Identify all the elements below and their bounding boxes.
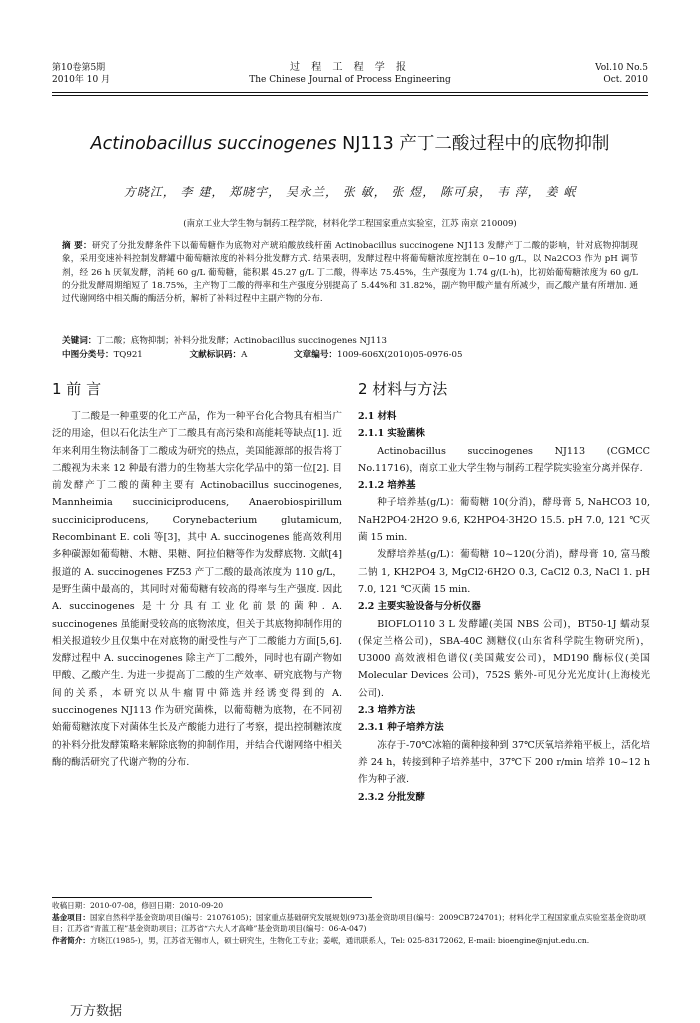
seed-medium-text: 种子培养基(g/L)：葡萄糖 10(分消)，酵母膏 5, NaHCO3 10, NaH2PO4·2H2O 9.6, K2HPO4·3H2O 15.5. pH 7.0, 121 ℃灭菌 15 min. <box>358 497 650 544</box>
paper-title <box>52 130 648 155</box>
equipment-text: BIOFLO110 3 L 发酵罐(美国 NBS 公司)，BT50-1J 蠕动泵(保定兰格公司)，SBA-40C 测糖仪(山东省科学院生物研究所)，U3000 高效液相色谱仪(美国戴安公司)，MD190 酶标仪(美国 Molecular Devices 公司)，752S 紫外-可见分光光度计(上海棱光公司). <box>358 618 650 699</box>
footnote-rule <box>52 897 372 898</box>
abstract-label: 摘 要： <box>62 241 92 251</box>
abstract-text: 研究了分批发酵条件下以葡萄糖作为底物对产琥珀酸放线杆菌 Actinobacillus succinogene NJ113 发酵产丁二酸的影响，针对底物抑制现象，采用变速补料控制发酵罐中葡萄糖浓度的补料分批发酵方式. 结果表明，发酵过程中将葡萄糖浓度控制在 0~10 g/L，以 Na2CO3 作为 pH 调节剂，经 26 h 厌氧发酵，消耗 60 g/L 葡萄糖，能积累 45.27 g/L 丁二酸，得率达 75.45%，生产强度为 1.74 g/(L·h)，比初始葡萄糖浓度为 60 g/L 的分批发酵周期缩短了 18.75%，主产物丁二酸的得率和生产强度分别提高了 5.44%和 31.82%，副产物甲酸产量有所减少，而乙酸产量有所增加. 通过代谢网络中相关酶的酶活分析，解析了补料过程中主副产物的分布. <box>62 241 638 305</box>
fund-text: 国家自然科学基金资助项目(编号：21076105)；国家重点基础研究发展规划(973)基金资助项目(编号：2009CB724701)；材料化学工程国家重点实验室基金资助项目；江苏省“青蓝工程”基金资助项目；江苏省“六大人才高峰”基金资助项目(编号：06-A-047) <box>52 912 646 933</box>
author-info-label: 作者简介： <box>52 935 90 945</box>
footnote-received: 收稿日期：2010-07-08，修回日期：2010-09-20 <box>52 901 224 910</box>
right-column <box>358 408 650 806</box>
section-2-heading: 2 材料与方法 <box>358 380 448 398</box>
header-rule-thin <box>52 95 648 96</box>
abstract <box>62 240 638 306</box>
author-info-text: 方晓江(1985-)，男，江苏省无锡市人，硕士研究生，生物化工专业；姜岷，通讯联系人，Tel: 025-83172062, E-mail: bioengine@njut.edu.cn. <box>89 935 590 945</box>
keywords-text: 丁二酸；底物抑制；补料分批发酵；Actinobacillus succinogenes NJ113 <box>96 336 387 346</box>
title-rest: NJ113 产丁二酸过程中的底物抑制 <box>336 134 610 154</box>
subsection-2-3-1: 2.3.1 种子培养方法 <box>358 722 444 734</box>
section-1-heading: 1 前 言 <box>52 380 102 398</box>
affiliation: (南京工业大学生物与制药工程学院，材料化学工程国家重点实验室，江苏 南京 210009) <box>183 219 517 229</box>
doc-code-value: A <box>241 350 248 360</box>
keywords-label: 关键词： <box>62 336 97 346</box>
keywords <box>62 335 638 348</box>
subsection-2-2: 2.2 主要实验设备与分析仪器 <box>358 601 481 613</box>
clc-value: TQ921 <box>113 350 143 360</box>
footnote-author <box>52 935 648 947</box>
volume-en: Vol.10 No.5 <box>595 63 648 73</box>
article-number-label: 文章编号： <box>294 350 338 360</box>
journal-header <box>52 62 648 96</box>
header-center <box>52 62 648 86</box>
header-right <box>595 62 648 86</box>
subsection-2-1-1: 2.1.1 实验菌株 <box>358 428 425 440</box>
journal-title-cn: 过 程 工 程 学 报 <box>290 62 410 73</box>
footnote-fund <box>52 912 648 935</box>
seed-method-text: 冻存于-70℃冰箱的菌种接种到 37℃厌氧培养箱平板上，活化培养 24 h，转接到种子培养基中，37℃下 200 r/min 培养 10~12 h 作为种子液. <box>358 739 651 786</box>
volume-cn: 第10卷第5期 <box>52 63 106 73</box>
header-rule-thick <box>52 92 648 93</box>
footnote <box>52 900 648 946</box>
journal-title-en: The Chinese Journal of Process Engineering <box>249 75 451 85</box>
intro-paragraph: 丁二酸是一种重要的化工产品，作为一种平台化合物具有相当广泛的用途，但以石化法生产丁二酸具有高污染和高能耗等缺点[1]. 近年来利用生物法制备丁二酸成为研究的热点，美国能源部的报告将丁二酸视为未来 12 种最有潜力的生物基大宗化学品中的第一位[2]. 目前发酵产丁二酸的菌种主要有 Actinobacillus succinogenes, Mannheimia succiniciproducens, Anaerobiospirillum succiniciproducens, Corynebacterium glutamicum, Recombinant E. coli 等[3]，其中 A. succinogenes 能高效利用多种碳源如葡萄糖、木糖、果糖、阿拉伯糖等作为发酵底物. 文献[4]报道的 A. succinogenes FZ53 产丁二酸的最高浓度为 110 g/L，是野生菌中最高的，其同时对葡萄糖有较高的得率与生产强度. 因此 A. succinogenes 是十分具有工业化前景的菌种. A. succinogenes 虽能耐受较高的底物浓度，但关于其底物抑制作用的相关报道较少且仅集中在对底物的耐受性与产丁二酸能力方面[5,6]. 发酵过程中 A. succinogenes 除主产丁二酸外，同时也有副产物如甲酸、乙酸产生. 为进一步提高丁二酸的生产效率、研究底物与产物间的关系，本研究以从牛瘤胃中筛选并经诱变得到的 A. succinogenes NJ113 作为研究菌株，以葡萄糖为底物，在不同初始葡萄糖浓度下对菌体生长及产酸能力进行了考察，提出控制糖浓度的补料分批发酵策略来解除底物的抑制作用，并结合代谢网络中相关酶的酶活研究了代谢产物的分布. <box>52 411 342 768</box>
left-column <box>52 408 342 771</box>
ferm-medium-text: 发酵培养基(g/L)：葡萄糖 10~120(分消)，酵母膏 10, 富马酸二钠 1, KH2PO4 3, MgCl2·6H2O 0.3, CaCl2 0.3, NaCl 1. pH 7.0, 121 ℃灭菌 15 min. <box>358 549 650 595</box>
clc-label: 中图分类号： <box>62 350 114 360</box>
subsection-2-1: 2.1 材料 <box>358 411 397 422</box>
article-number-value: 1009-606X(2010)05-0976-05 <box>337 350 463 360</box>
classification-line <box>62 349 506 362</box>
date-en: Oct. 2010 <box>603 75 648 85</box>
watermark-text: 万方数据 <box>70 1004 123 1019</box>
strain-text: Actinobacillus succinogenes NJ113 (CGMCC No.11716)，南京工业大学生物与制药工程学院实验室分离并保存. <box>358 445 650 474</box>
subsection-2-1-2: 2.1.2 培养基 <box>358 480 416 492</box>
subsection-2-3-2: 2.3.2 分批发酵 <box>358 791 425 803</box>
doc-code-label: 文献标识码： <box>189 350 242 360</box>
author-list: 方晓江， 李 建， 郑晓宇， 吴永兰， 张 敏， 张 煜， 陈可泉， 韦 萍， 姜 岷 <box>123 185 577 199</box>
fund-label: 基金项目： <box>52 912 90 922</box>
date-cn: 2010年 10 月 <box>52 75 111 85</box>
title-species: Actinobacillus succinogenes <box>90 134 337 154</box>
subsection-2-3: 2.3 培养方法 <box>358 705 416 717</box>
